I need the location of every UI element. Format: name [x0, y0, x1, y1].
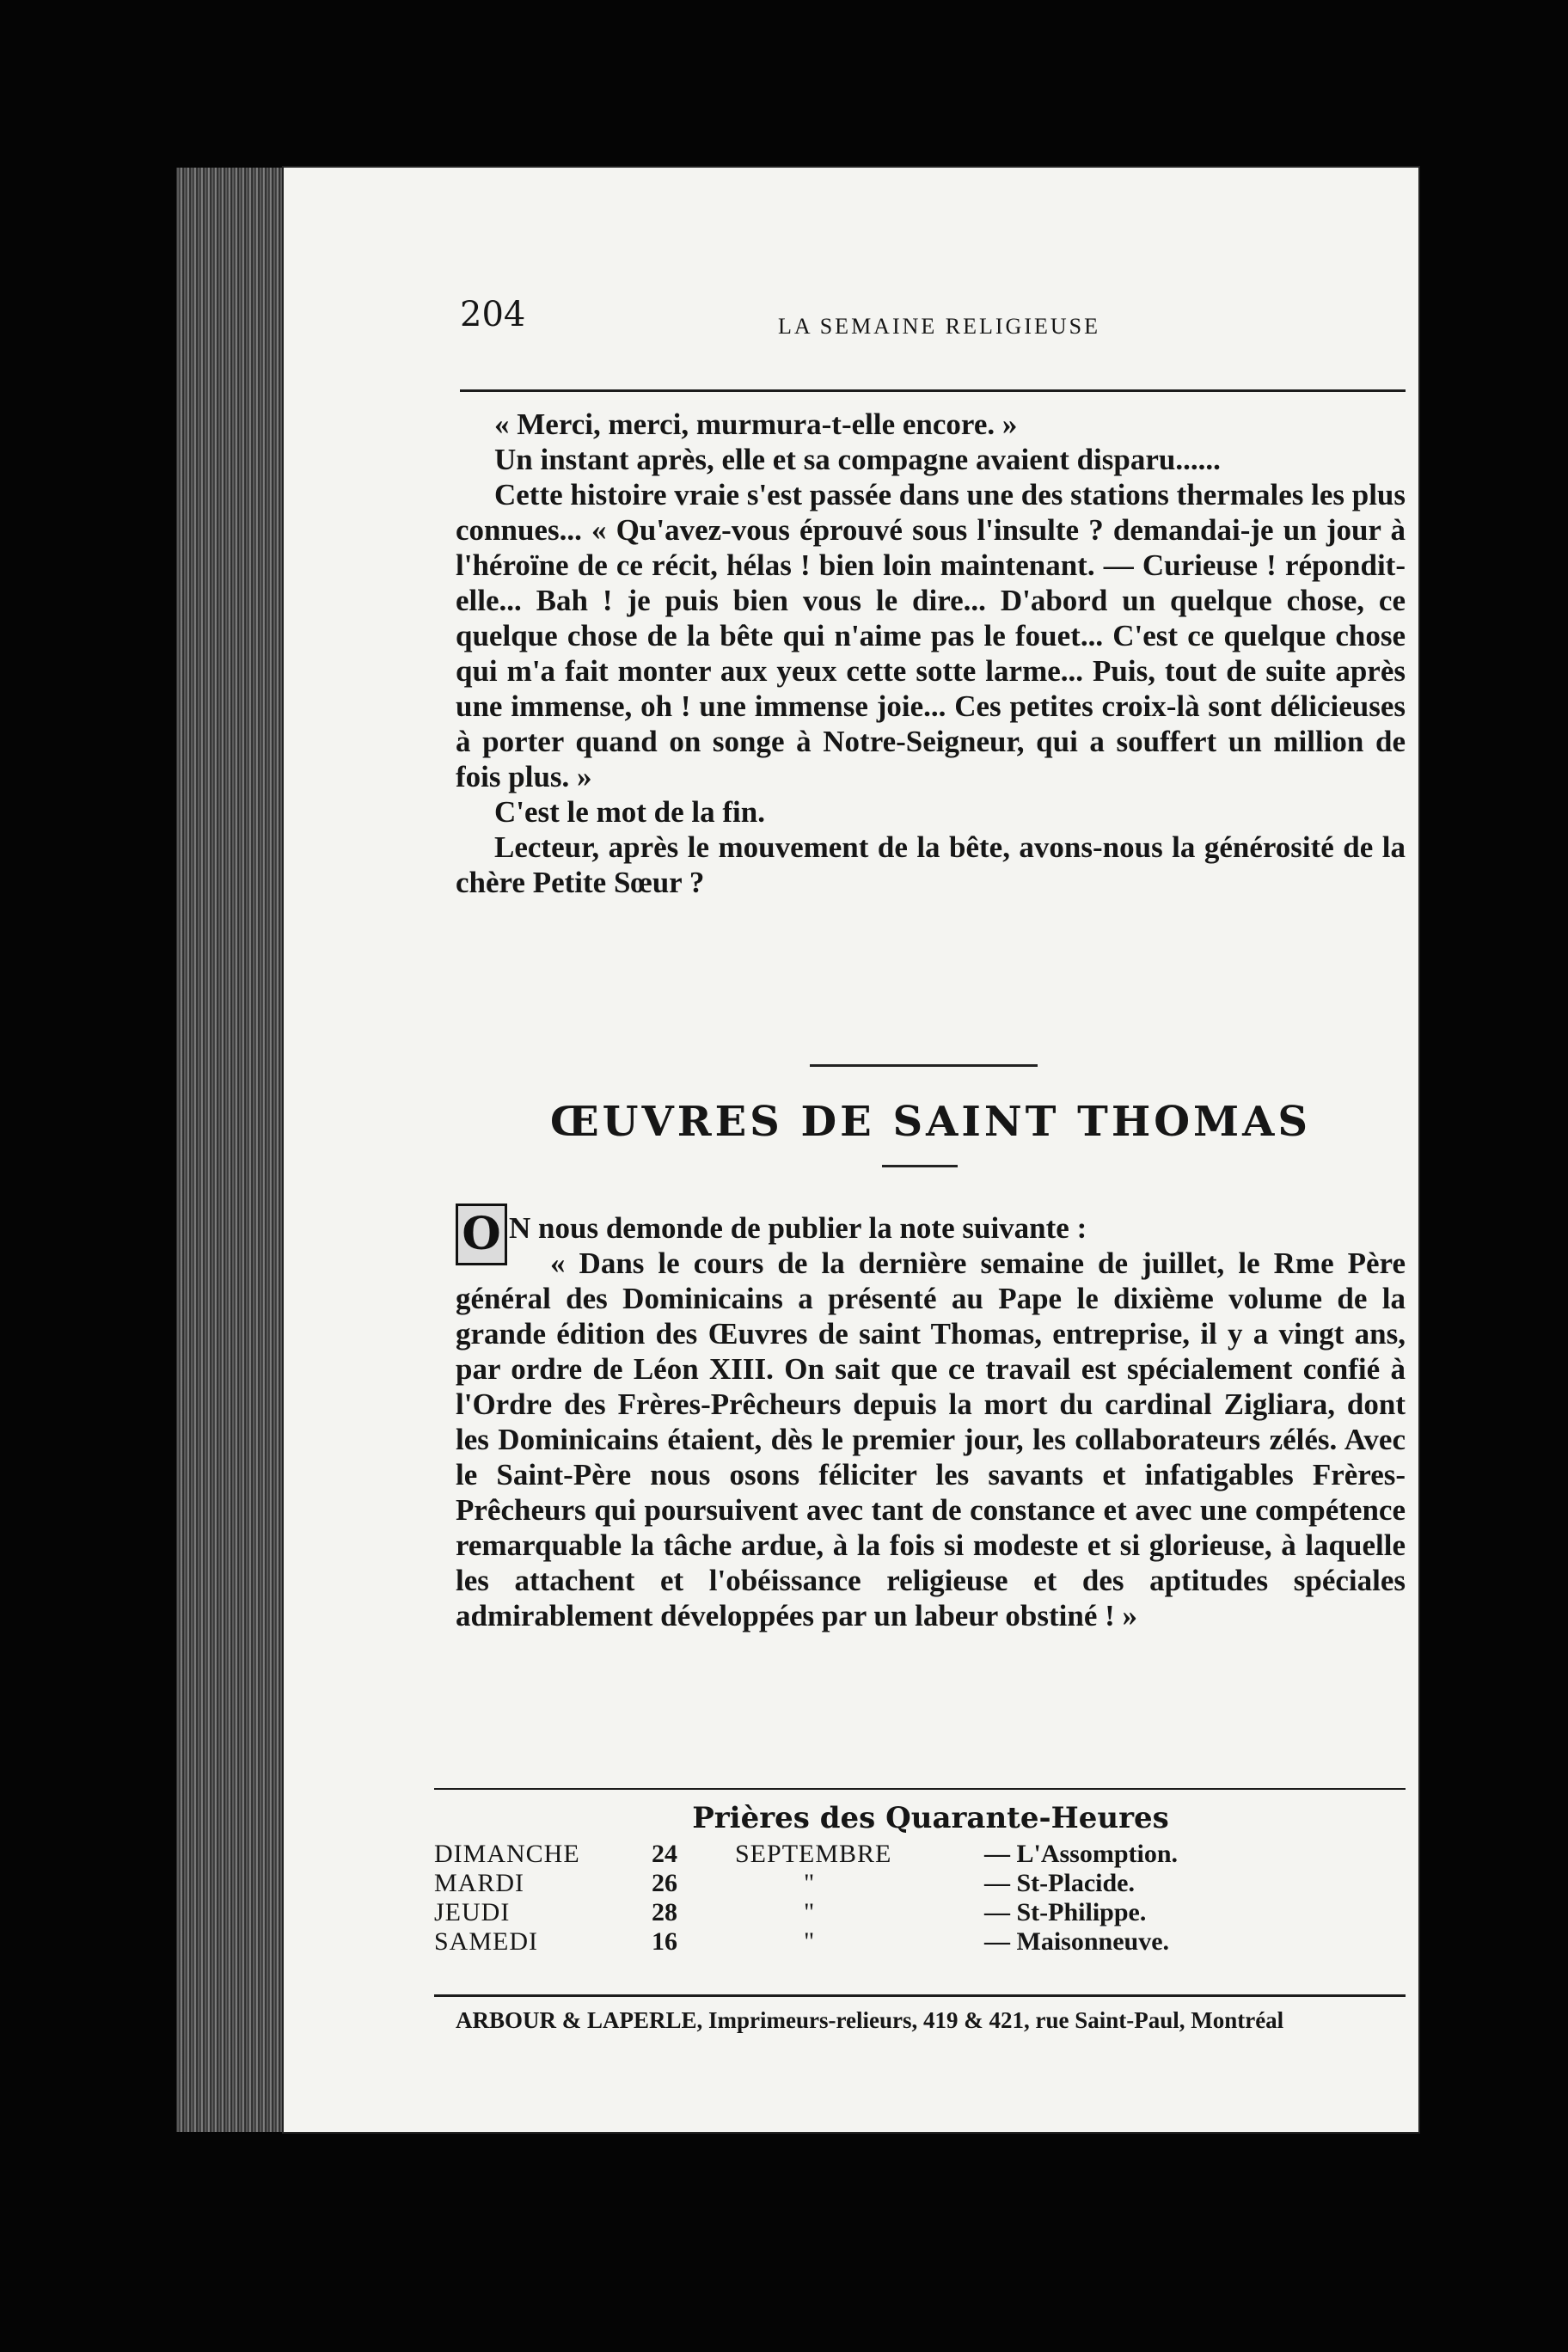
prayers-title: Prières des Quarante-Heures — [692, 1801, 1169, 1835]
paragraph: « Merci, merci, murmura-t-elle encore. » — [494, 407, 1018, 441]
imprint-rule — [434, 1994, 1406, 1997]
church: — Maisonneuve. — [984, 1927, 1170, 1956]
first-line-text: N nous demonde de publier la note suivante : — [509, 1211, 1087, 1245]
date: 16 — [652, 1927, 677, 1956]
section-body — [456, 1210, 1406, 1633]
section-divider — [810, 1064, 1038, 1067]
page-number: 204 — [460, 295, 526, 334]
title-underline — [882, 1165, 958, 1167]
printer-imprint: ARBOUR & LAPERLE, Imprimeurs-relieurs, 419 & 421, rue Saint-Paul, Montréal — [456, 2007, 1284, 2033]
date: 24 — [652, 1840, 677, 1868]
header-rule — [460, 389, 1406, 392]
book-page-edges — [176, 168, 288, 2132]
church: — St-Philippe. — [984, 1898, 1147, 1926]
day: SAMEDI — [434, 1927, 539, 1956]
paragraph: C'est le mot de la fin. — [494, 795, 765, 829]
church: — L'Assomption. — [984, 1840, 1179, 1868]
month: " — [804, 1869, 816, 1897]
month: SEPTEMBRE — [735, 1840, 892, 1868]
month: " — [804, 1927, 816, 1956]
day: DIMANCHE — [434, 1840, 580, 1868]
first-line — [456, 1210, 1406, 1246]
prayers-rule — [434, 1788, 1406, 1790]
running-head — [460, 295, 1406, 355]
drop-cap-letter: O — [462, 1208, 501, 1260]
story-end — [456, 407, 1406, 900]
quoted-note: « Dans le cours de la dernière semaine de juillet, le Rme Père général des Dominicains a présenté au Pape le dixième volume de la grande édition des Œuvres de saint Thomas, entreprise, il y a vingt ans, par ordre de Léon XIII. On sait que ce travail est spécialement confié à l'Ordre des Frères-Prêcheurs depuis la mort du cardinal Zigliara, dont les Dominicains étaient, dès le premier jour, les collaborateurs zélés. Avec le Saint-Père nous osons féliciter les savants et infatigables Frères-Prêcheurs qui poursuivent avec tant de constance et avec une compétence remarquable la tâche ardue, à la fois si modeste et si glorieuse, à laquelle les attachent et l'obéissance religieuse et des aptitudes spéciales admirablement développées par un labeur obstiné ! » — [456, 1246, 1406, 1632]
paragraph: Lecteur, après le mouvement de la bête, avons-nous la générosité de la chère Petite Sœur ? — [456, 830, 1406, 899]
section-title: ŒUVRES DE SAINT THOMAS — [549, 1098, 1312, 1146]
paragraph: Cette histoire vraie s'est passée dans une des stations thermales les plus connues... « Qu'avez-vous éprouvé sous l'insulte ? demandai-je un jour à l'héroïne de ce récit, hélas ! bien loin maintenant. — Curieuse ! répondit-elle... Bah ! je puis bien vous le dire... D'abord un quelque chose, ce quelque chose de la bête qui n'aime pas le fouet... C'est ce quelque chose qui m'a fait monter aux yeux cette sotte larme... Puis, tout de suite après une immense, oh ! une immense joie... Ces petites croix-là sont délicieuses à porter quand on songe à Notre-Seigneur, qui a souffert un million de fois plus. » — [456, 478, 1406, 793]
paragraph: Un instant après, elle et sa compagne avaient disparu...... — [494, 443, 1221, 476]
church: — St-Placide. — [984, 1869, 1135, 1897]
day: JEUDI — [434, 1898, 511, 1926]
day: MARDI — [434, 1869, 525, 1897]
running-title: LA SEMAINE RELIGIEUSE — [778, 314, 1100, 339]
month: " — [804, 1898, 816, 1926]
date: 28 — [652, 1898, 677, 1926]
date: 26 — [652, 1869, 677, 1897]
book-page — [284, 168, 1418, 2132]
